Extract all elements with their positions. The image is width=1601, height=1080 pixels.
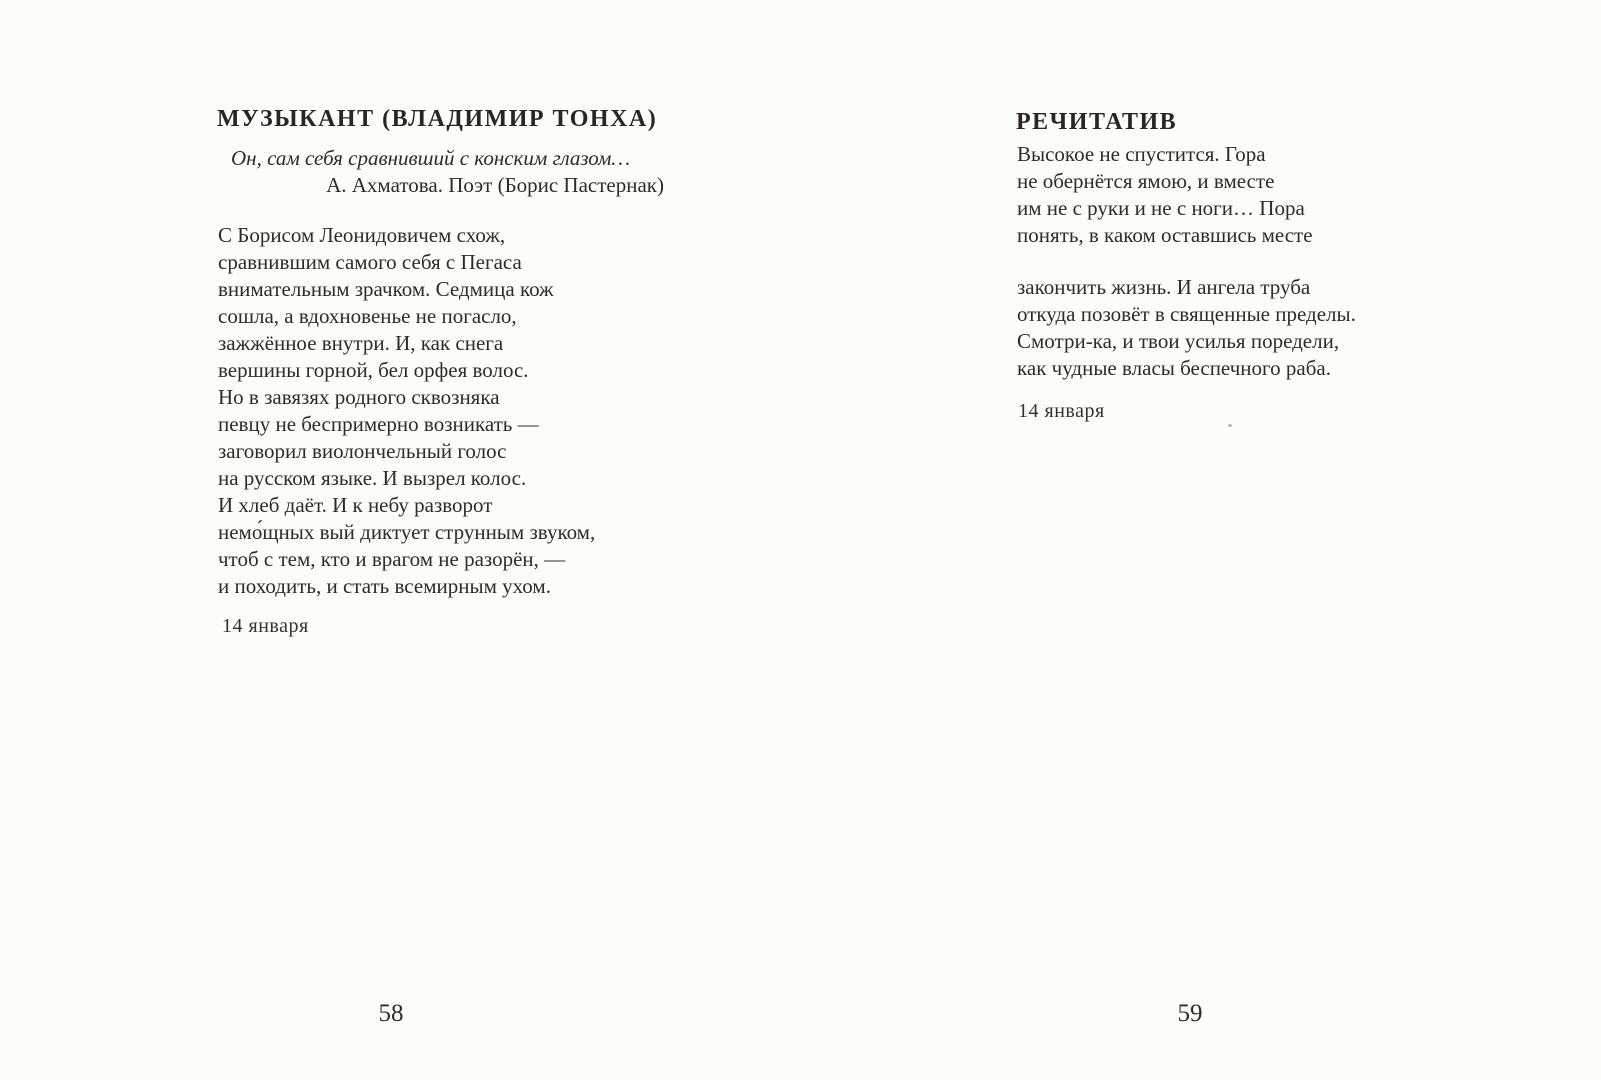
page-number-left: 58: [378, 1000, 404, 1027]
poem-line: на русском языке. И вызрел колос.: [218, 466, 527, 490]
poem-body-left: [218, 222, 595, 600]
poem-line: чтоб с тем, кто и врагом не разорён, —: [218, 547, 566, 571]
poem-line: закончить жизнь. И ангела труба: [1017, 275, 1311, 299]
poem-line: внимательным зрачком. Седмица кож: [218, 277, 554, 301]
poem-line: и походить, и стать всемирным ухом.: [218, 574, 551, 598]
poem-date-left: 14 января: [222, 615, 309, 637]
poem-line: им не с руки и не с ноги… Пора: [1017, 196, 1305, 220]
scan-speck: [1228, 424, 1232, 427]
poem-title-right: РЕЧИТАТИВ: [1016, 109, 1178, 136]
poem-line: сошла, а вдохновенье не погасло,: [218, 304, 517, 328]
poem-line: откуда позовёт в священные пределы.: [1017, 302, 1356, 326]
epigraph-quote: Он, сам себя сравнивший с конским глазом…: [231, 146, 631, 170]
poem-line: певцу не беспримерно возникать —: [218, 412, 539, 436]
poem-line: не обернётся ямою, и вместе: [1017, 169, 1275, 193]
poem-line: как чудные власы беспечного раба.: [1017, 356, 1331, 380]
poem-title-left: МУЗЫКАНТ (ВЛАДИМИР ТОНХА): [217, 106, 658, 133]
poem-line: Высокое не спустится. Гора: [1017, 142, 1266, 166]
poem-line: сравнившим самого себя с Пегаса: [218, 250, 522, 274]
poem-line: И хлеб даёт. И к небу разворот: [218, 493, 493, 517]
poem-date-right: 14 января: [1018, 400, 1105, 422]
epigraph: [231, 145, 664, 199]
poem-line: вершины горной, бел орфея волос.: [218, 358, 529, 382]
poem-line: С Борисом Леонидовичем схож,: [218, 223, 506, 247]
poem-body-right-stanza-1: [1017, 141, 1313, 249]
poem-line: понять, в каком оставшись месте: [1017, 223, 1313, 247]
poem-body-right-stanza-2: [1017, 274, 1356, 382]
poem-line: зажжённое внутри. И, как снега: [218, 331, 504, 355]
poem-line: Но в завязях родного сквозняка: [218, 385, 500, 409]
poem-line: заговорил виолончельный голос: [218, 439, 507, 463]
right-page: [800, 0, 1601, 1080]
poem-line: Смотри-ка, и твои усилья поредели,: [1017, 329, 1340, 353]
left-page: [0, 0, 800, 1080]
page-number-right: 59: [1177, 1000, 1203, 1027]
poem-line: немо́щных вый диктует струнным звуком,: [218, 520, 596, 544]
epigraph-attribution: А. Ахматова. Поэт (Борис Пастернак): [326, 173, 664, 197]
